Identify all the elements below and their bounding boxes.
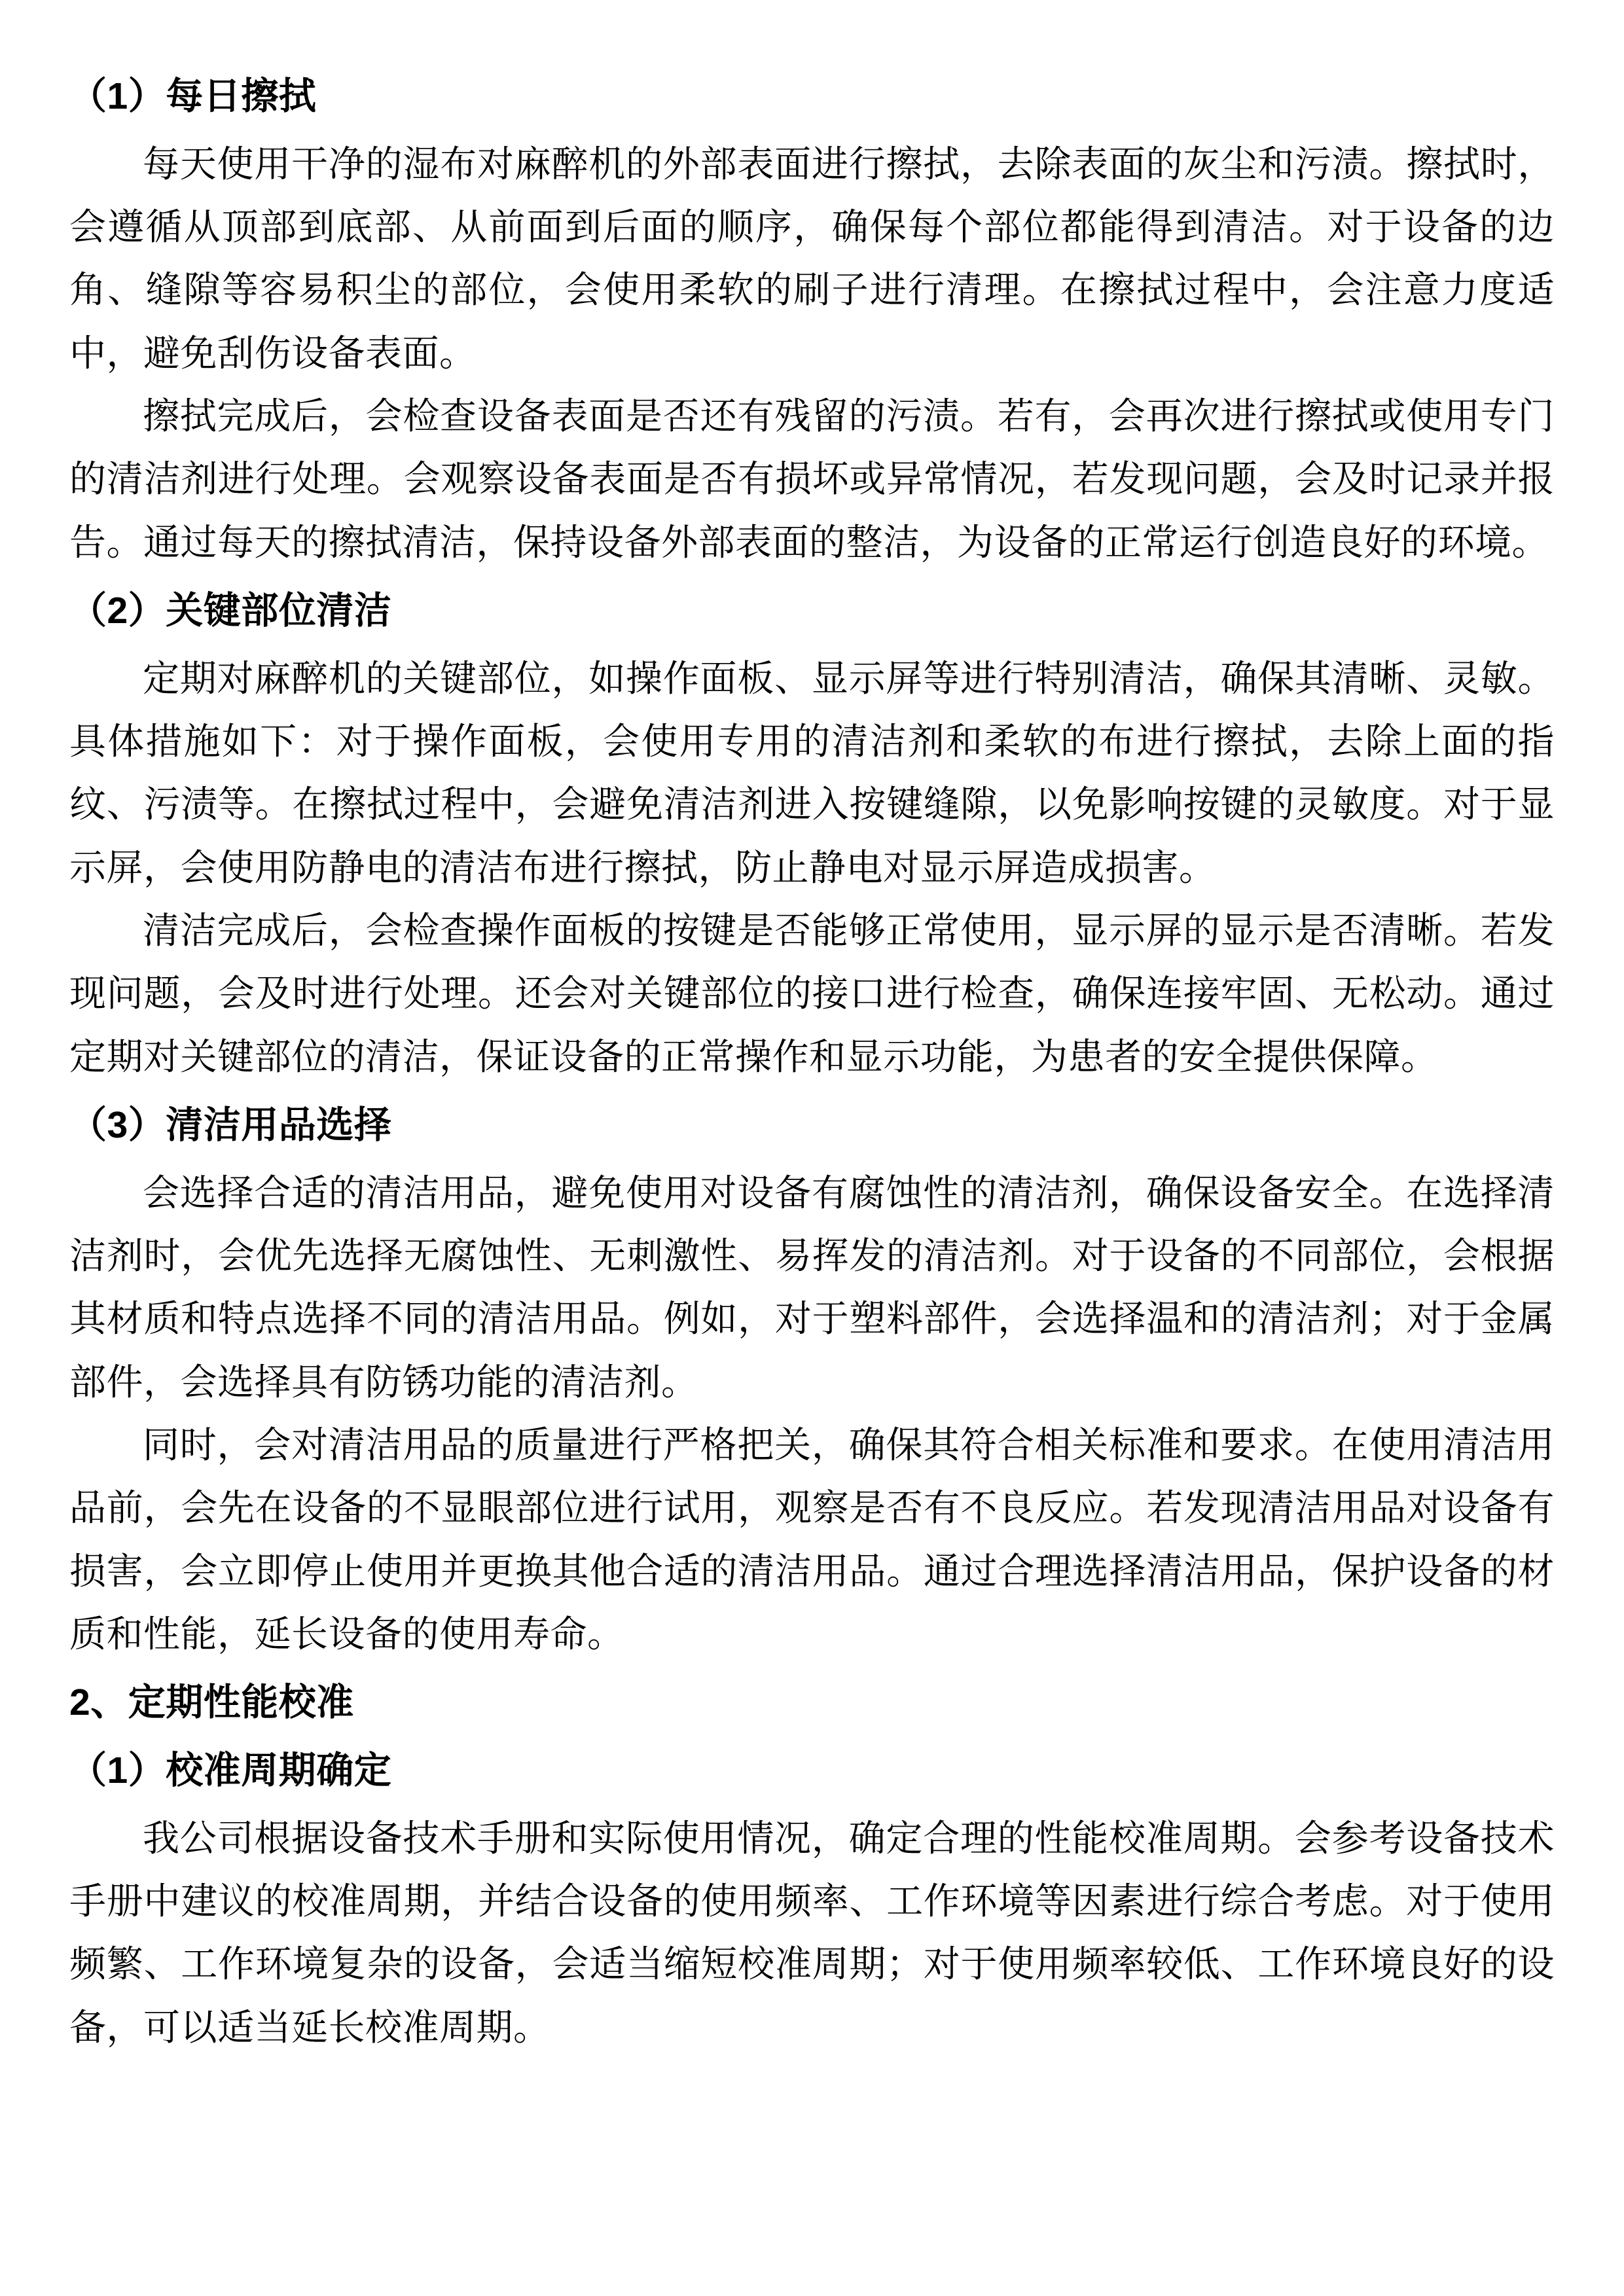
section-heading-key-parts-clean: （2）关键部位清洁: [69, 589, 392, 632]
section-heading-calibration-cycle: （1）校准周期确定: [69, 1749, 392, 1791]
paragraph-supplies-1: 会选择合适的清洁用品，避免使用对设备有腐蚀性的清洁剂，确保设备安全。在选择清洁剂时，会优先选择无腐蚀性、无刺激性、易挥发的清洁剂。对于设备的不同部位，会根据其材质和特点选择不同的清洁用品。例如，对于塑料部件，会选择温和的清洁剂；对于金属部件，会选择具有防锈功能的清洁剂。: [69, 1173, 1555, 1403]
chapter-heading-periodic-calibration: 2、定期性能校准: [69, 1681, 354, 1724]
section-heading-daily-wipe: （1）每日擦拭: [69, 75, 317, 117]
paragraph-daily-wipe-2: 擦拭完成后，会检查设备表面是否还有残留的污渍。若有，会再次进行擦拭或使用专门的清洁剂进行处理。会观察设备表面是否有损坏或异常情况，若发现问题，会及时记录并报告。通过每天的擦拭清洁，保持设备外部表面的整洁，为设备的正常运行创造良好的环境。: [69, 397, 1555, 564]
paragraph-key-parts-1: 定期对麻醉机的关键部位，如操作面板、显示屏等进行特别清洁，确保其清晰、灵敏。具体措施如下：对于操作面板，会使用专用的清洁剂和柔软的布进行擦拭，去除上面的指纹、污渍等。在擦拭过程中，会避免清洁剂进入按键缝隙，以免影响按键的灵敏度。对于显示屏，会使用防静电的清洁布进行擦拭，防止静电对显示屏造成损害。: [69, 658, 1555, 889]
paragraph-calibration-cycle-1: 我公司根据设备技术手册和实际使用情况，确定合理的性能校准周期。会参考设备技术手册中建议的校准周期，并结合设备的使用频率、工作环境等因素进行综合考虑。对于使用频繁、工作环境复杂的设备，会适当缩短校准周期；对于使用频率较低、工作环境良好的设备，可以适当延长校准周期。: [69, 1818, 1555, 2049]
paragraph-supplies-2: 同时，会对清洁用品的质量进行严格把关，确保其符合相关标准和要求。在使用清洁用品前，会先在设备的不显眼部位进行试用，观察是否有不良反应。若发现清洁用品对设备有损害，会立即停止使用并更换其他合适的清洁用品。通过合理选择清洁用品，保护设备的材质和性能，延长设备的使用寿命。: [69, 1425, 1555, 1655]
paragraph-daily-wipe-1: 每天使用干净的湿布对麻醉机的外部表面进行擦拭，去除表面的灰尘和污渍。擦拭时，会遵循从顶部到底部、从前面到后面的顺序，确保每个部位都能得到清洁。对于设备的边角、缝隙等容易积尘的部位，会使用柔软的刷子进行清理。在擦拭过程中，会注意力度适中，避免刮伤设备表面。: [69, 144, 1555, 374]
paragraph-key-parts-2: 清洁完成后，会检查操作面板的按键是否能够正常使用，显示屏的显示是否清晰。若发现问题，会及时进行处理。还会对关键部位的接口进行检查，确保连接牢固、无松动。通过定期对关键部位的清洁，保证设备的正常操作和显示功能，为患者的安全提供保障。: [69, 910, 1555, 1078]
section-heading-cleaning-supplies: （3）清洁用品选择: [69, 1103, 392, 1146]
